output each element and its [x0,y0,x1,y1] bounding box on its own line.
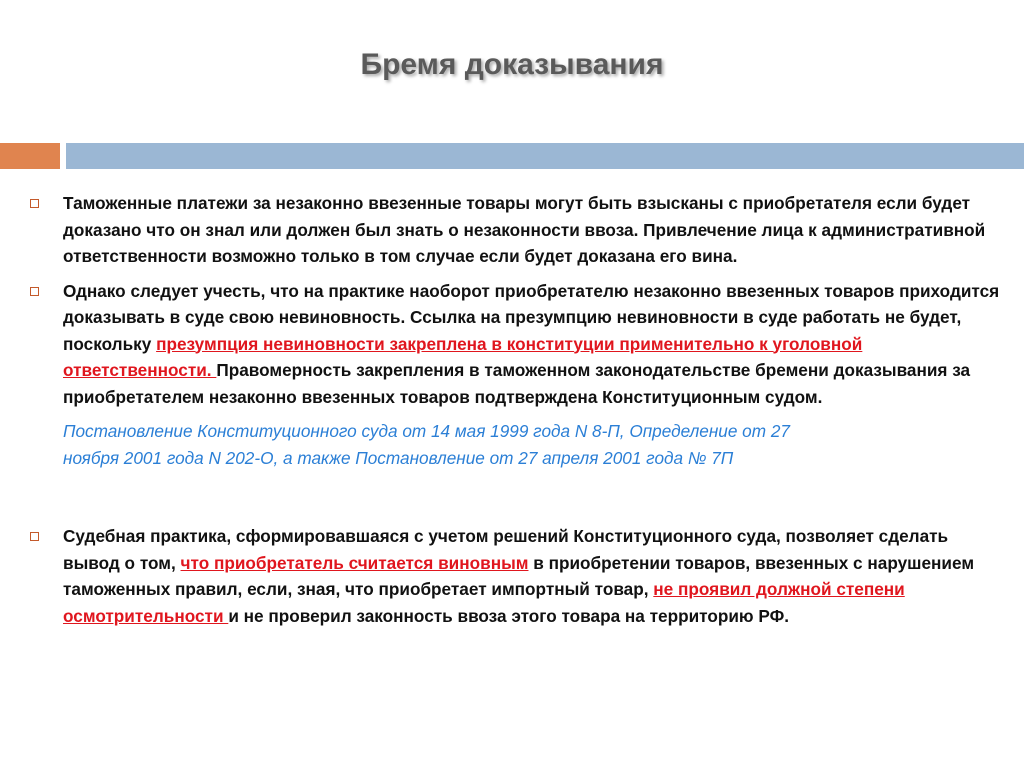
bullet-text-3 [63,526,974,626]
bullet-item-1 [24,190,1004,270]
bullet-text-2 [63,281,999,407]
square-bullet-icon [30,287,39,296]
square-bullet-icon [30,199,39,208]
highlight-guilty: что приобретатель считается виновным [180,552,529,573]
bullet-text-3-after: и не проверил законность ввоза этого товара на территорию РФ. [228,605,790,626]
bullet-text-3-before: Судебная практика, сформировавшаяся с учетом решений Конституционного суда, позволяет сделать вывод о том, [63,526,949,573]
bullet-text-2-after: Правомерность закрепления в таможенном законодательстве бремени доказывания за приобретателем незаконно ввезенных товаров подтверждена Конституционным судом. [63,360,971,407]
slide-title: Бремя доказывания [360,48,664,81]
accent-bar [0,143,60,169]
header-bar [66,143,1024,169]
bullet-text-3-middle: в приобретении товаров, ввезенных с нарушением таможенных правил, если, зная, что приобретает импортный товар, [63,552,975,599]
bullet-item-3 [24,523,1004,629]
bullet-text-1: Таможенные платежи за незаконно ввезенные товары могут быть взысканы с приобретателя если будет доказано что он знал или должен был знать о незаконности ввоза. Привлечение лица к административной ответственности возможно только в том случае если будет доказана его вина. [63,193,986,266]
highlight-presumption: презумпция невиновности закреплена в конституции применительно к уголовной ответственности. [63,333,863,380]
citation [24,418,1004,471]
square-bullet-icon [30,532,39,541]
bullet-text-2-before: Однако следует учесть, что на практике наоборот приобретателю незаконно ввезенных товаров приходится доказывать в суде свою невиновность. Ссылка на презумпцию невиновности в суде работать не будет, поскольку [63,280,1000,354]
bullet-item-2 [24,278,1004,411]
citation-line-1: Постановление Конституционного суда от 14 мая 1999 года N 8-П, Определение от 27 [63,421,790,441]
highlight-diligence: не проявил должной степени осмотрительности [63,579,905,626]
citation-line-2: ноября 2001 года N 202-О, а также Постановление от 27 апреля 2001 года № 7П [63,447,734,468]
slide-content [24,190,1004,637]
